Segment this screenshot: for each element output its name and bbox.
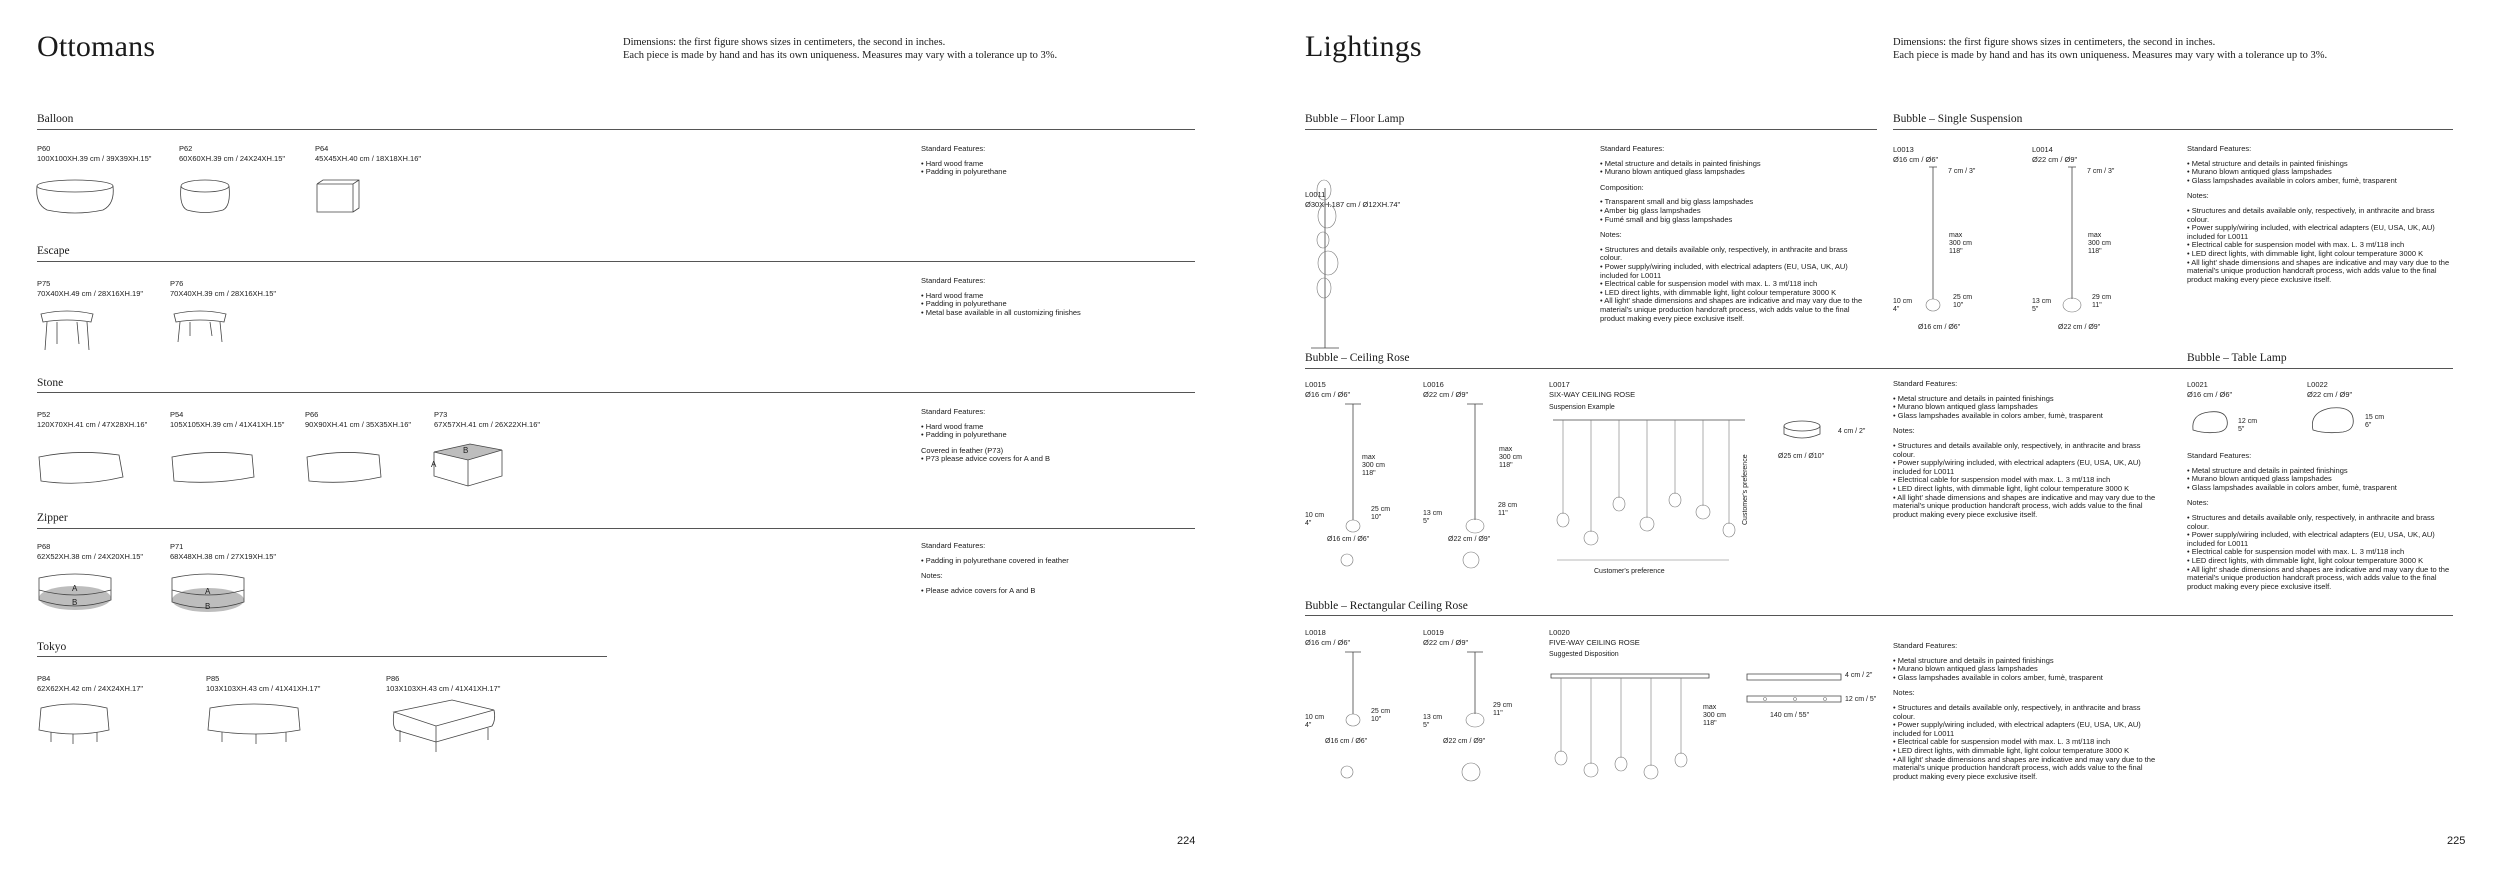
dim-l0018-h2: 10 cm 4" — [1305, 714, 1325, 729]
dim-l0019-base: Ø22 cm / Ø9" — [1443, 738, 1486, 745]
section-divider — [1305, 129, 1877, 130]
features-single-suspension: Standard Features: • Metal structure and details in painted finishings • Murano blown antiqued glass lampshades • Glass lampshades available in colors amber, fumè, trasparent Notes: • Structures and details available only, respectively, in anthracite and brass colour. • Power supply/wiring included, with electrical adapters (EU, USA, UK, AU) included for L0011 • Electrical cable for suspension model with max. L. 3 mt/118 inch • LED direct lights, with dimmable light, light colour temperature 3000 K • All light' shade dimensions and shapes are indicative and may vary due to the material's unique production handcraft process, wich adds value to the final product making every piece exclusive itself. — [2187, 145, 2457, 284]
features-zipper: Standard Features: • Padding in polyurethane covered in feather Notes: • Please advice covers for A and B — [921, 542, 1161, 595]
product-label-p73: P73 67X57XH.41 cm / 26X22XH.16" — [434, 410, 541, 429]
features-table-lamp: Standard Features: • Metal structure and details in painted finishings • Murano blown antiqued glass lampshades • Glass lampshades available in colors amber, fumè, trasparent Notes: • Structures and details available only, respectively, in anthracite and brass colour. • Power supply/wiring included, with electrical adapters (EU, USA, UK, AU) included for L0011 • Electrical cable for suspension model with max. L. 3 mt/118 inch • LED direct lights, with dimmable light, light colour temperature 3000 K • All light' shade dimensions and shapes are indicative and may vary due to the material's unique production handcraft process, wich adds value to the final product making every piece exclusive itself. — [2187, 452, 2457, 591]
section-title-single-suspension: Bubble – Single Suspension — [1893, 113, 2023, 125]
features-rect-ceiling-rose: Standard Features: • Metal structure and details in painted finishings • Murano blown antiqued glass lampshades • Glass lampshades available in colors amber, fumè, trasparent Notes: • Structures and details available only, respectively, in anthracite and brass colour. • Power supply/wiring included, with electrical adapters (EU, USA, UK, AU) included for L0011 • Electrical cable for suspension model with max. L. 3 mt/118 inch • LED direct lights, with dimmable light, light colour temperature 3000 K • All light' shade dimensions and shapes are indicative and may vary due to the material's unique production handcraft process, wich adds value to the final product making every piece exclusive itself. — [1893, 642, 2163, 781]
product-label-l0017: L0017 SIX-WAY CEILING ROSE — [1549, 380, 1636, 399]
product-label-p76: P76 70X40XH.39 cm / 28X16XH.15" — [170, 279, 277, 298]
dim-l0016-h2: 13 cm 5" — [1423, 510, 1443, 525]
dim-l0018-base: Ø16 cm / Ø6" — [1325, 738, 1368, 745]
section-title-rect-ceiling-rose: Bubble – Rectangular Ceiling Rose — [1305, 600, 1468, 612]
dim-l0019-h2: 13 cm 5" — [1423, 714, 1443, 729]
customer-preference-vertical: Customer's preference — [1742, 454, 1749, 525]
dim-l0014-width: 7 cm / 3" — [2087, 168, 2115, 175]
features-ceiling-rose: Standard Features: • Metal structure and details in painted finishings • Murano blown antiqued glass lampshades • Glass lampshades available in colors amber, fumè, trasparent Notes: • Structures and details available only, respectively, in anthracite and brass colour. • Power supply/wiring included, with electrical adapters (EU, USA, UK, AU) included for L0011 • Electrical cable for suspension model with max. L. 3 mt/118 inch • LED direct lights, with dimmable light, light colour temperature 3000 K • All light' shade dimensions and shapes are indicative and may vary due to the material's unique production handcraft process, wich adds value to the final product making every piece exclusive itself. — [1893, 380, 2163, 519]
section-divider — [37, 392, 1195, 393]
ottoman-stone-p54-drawing — [170, 447, 260, 492]
ottoman-tokyo-p84-drawing — [37, 700, 117, 750]
product-label-p75: P75 70X40XH.49 cm / 28X16XH.19" — [37, 279, 144, 298]
page-title-lightings: Lightings — [1305, 30, 1422, 63]
dim-l0013-base: Ø16 cm / Ø6" — [1918, 324, 1961, 331]
ottoman-tokyo-p86-drawing — [390, 696, 500, 756]
product-label-l0019: L0019 Ø22 cm / Ø9" — [1423, 628, 1469, 647]
cover-label-a: A — [72, 584, 78, 593]
dim-rect-canopy-length: 140 cm / 55" — [1770, 712, 1810, 719]
cover-label-b: B — [463, 446, 469, 455]
dim-rect-canopy-height: 4 cm / 2" — [1845, 672, 1873, 679]
cover-label-b: B — [205, 602, 211, 611]
suspension-example-label: Suspension Example — [1549, 404, 1615, 411]
product-label-l0018: L0018 Ø16 cm / Ø6" — [1305, 628, 1351, 647]
section-divider — [37, 656, 607, 657]
dim-l0013-h2: 10 cm 4" — [1893, 298, 1913, 313]
floor-lamp-drawing — [1305, 168, 1365, 358]
ottoman-escape-p76-drawing — [170, 306, 230, 356]
product-label-p62: P62 60X60XH.39 cm / 24X24XH.15" — [179, 144, 286, 163]
product-label-p52: P52 120X70XH.41 cm / 47X28XH.16" — [37, 410, 148, 429]
dim-l0014-max: max 300 cm 118" — [2088, 232, 2111, 255]
dim-l0020-max: max 300 cm 118" — [1703, 704, 1726, 727]
product-label-p85: P85 103X103XH.43 cm / 41X41XH.17" — [206, 674, 321, 693]
product-label-l0020: L0020 FIVE-WAY CEILING ROSE — [1549, 628, 1640, 647]
dim-l0015-base: Ø16 cm / Ø6" — [1327, 536, 1370, 543]
product-label-l0011: L0011 Ø30XH.187 cm / Ø12XH.74" — [1305, 190, 1401, 209]
section-divider — [37, 129, 1195, 130]
product-label-p84: P84 62X62XH.42 cm / 24X24XH.17" — [37, 674, 144, 693]
product-label-l0014: L0014 Ø22 cm / Ø9" — [2032, 145, 2078, 164]
dim-l0016-max: max 300 cm 118" — [1499, 446, 1522, 469]
intro-text-right — [1893, 36, 2413, 62]
ottoman-tokyo-p85-drawing — [206, 700, 306, 750]
dim-l0013-width: 7 cm / 3" — [1948, 168, 1976, 175]
section-title-stone: Stone — [37, 377, 64, 389]
dim-l0014-base: Ø22 cm / Ø9" — [2058, 324, 2101, 331]
section-divider — [37, 261, 1195, 262]
page-number: 225 — [2447, 835, 2466, 847]
customer-preference-horizontal: Customer's preference — [1594, 568, 1665, 575]
table-lamp-l0022-drawing — [2307, 404, 2367, 438]
features-stone: Standard Features: • Hard wood frame • Padding in polyurethane Covered in feather (P73) • P73 please advice covers for A and B — [921, 408, 1161, 464]
dim-l0014-h1: 29 cm 11" — [2092, 294, 2112, 309]
ceiling-rose-canopy-drawing — [1780, 418, 1830, 448]
intro-line-1: Dimensions: the first figure shows sizes in centimeters, the second in inches. — [623, 37, 946, 48]
product-label-p54: P54 105X105XH.39 cm / 41X41XH.15" — [170, 410, 285, 429]
section-title-tokyo: Tokyo — [37, 641, 67, 653]
page-number: 224 — [1177, 835, 1196, 847]
dim-l0015-max: max 300 cm 118" — [1362, 454, 1385, 477]
page-title-ottomans: Ottomans — [37, 30, 156, 63]
five-way-ceiling-rose-drawing — [1549, 664, 1719, 784]
ottoman-balloon-p62-drawing — [179, 178, 239, 218]
intro-line-1: Dimensions: the first figure shows sizes in centimeters, the second in inches. — [1893, 37, 2216, 48]
ottoman-balloon-p64-drawing — [315, 178, 365, 218]
dim-l0015-h1: 25 cm 10" — [1371, 506, 1391, 521]
cover-label-a: A — [205, 587, 211, 596]
section-divider — [1305, 368, 2453, 369]
cover-label-b: B — [72, 598, 78, 607]
features-escape: Standard Features: • Hard wood frame • Padding in polyurethane • Metal base available in all customizing finishes — [921, 277, 1161, 317]
ottoman-stone-p66-drawing — [305, 447, 385, 492]
rect-canopy-drawing — [1745, 670, 1855, 710]
suggested-disposition-label: Suggested Disposition — [1549, 651, 1619, 658]
cover-label-a: A — [431, 460, 437, 469]
section-title-table-lamp: Bubble – Table Lamp — [2187, 352, 2287, 364]
dim-l0014-h2: 13 cm 5" — [2032, 298, 2052, 313]
section-title-ceiling-rose: Bubble – Ceiling Rose — [1305, 352, 1410, 364]
product-label-p66: P66 90X90XH.41 cm / 35X35XH.16" — [305, 410, 412, 429]
dim-l0016-h1: 28 cm 11" — [1498, 502, 1518, 517]
dim-l0022-height: 15 cm 6" — [2365, 414, 2385, 429]
section-title-balloon: Balloon — [37, 113, 74, 125]
dim-rect-canopy-width: 12 cm / 5" — [1845, 696, 1877, 703]
features-floor-lamp: Standard Features: • Metal structure and details in painted finishings • Murano blown antiqued glass lampshades Composition: • Transparent small and big glass lampshades • Amber big glass lampshades • Fumé small and big glass lampshades Notes: • Structures and details available only, respectively, in anthracite and brass colour. • Power supply/wiring included, with electrical adapters (EU, USA, UK, AU) included for L0011 • Electrical cable for suspension model with max. L. 3 mt/118 inch • LED direct lights, with dimmable light, light colour temperature 3000 K • All light' shade dimensions and shapes are indicative and may vary due to the material's unique production handcraft process, wich adds value to the final product making every piece exclusive itself. — [1600, 145, 1870, 323]
features-balloon: Standard Features: • Hard wood frame • Padding in polyurethane — [921, 145, 1161, 177]
intro-text-left — [623, 36, 1143, 62]
dim-l0015-h2: 10 cm 4" — [1305, 512, 1325, 527]
product-label-p71: P71 68X48XH.38 cm / 27X19XH.15" — [170, 542, 277, 561]
section-title-zipper: Zipper — [37, 512, 68, 524]
dim-l0018-h1: 25 cm 10" — [1371, 708, 1391, 723]
section-divider — [1305, 615, 2453, 616]
ottoman-zipper-p68-drawing — [37, 568, 117, 618]
intro-line-2: Each piece is made by hand and has its own uniqueness. Measures may vary with a tolerance up to 3%. — [1893, 50, 2328, 61]
dim-l0019-h1: 29 cm 11" — [1493, 702, 1513, 717]
dim-canopy-height: 4 cm / 2" — [1838, 428, 1866, 435]
section-divider — [1893, 129, 2453, 130]
section-title-escape: Escape — [37, 245, 70, 257]
section-title-floor-lamp: Bubble – Floor Lamp — [1305, 113, 1405, 125]
product-label-l0016: L0016 Ø22 cm / Ø9" — [1423, 380, 1469, 399]
dim-l0013-h1: 25 cm 10" — [1953, 294, 1973, 309]
ottoman-stone-p73-drawing — [430, 440, 510, 490]
product-label-p68: P68 62X52XH.38 cm / 24X20XH.15" — [37, 542, 144, 561]
ottoman-balloon-p60-drawing — [37, 178, 117, 218]
product-label-p64: P64 45X45XH.40 cm / 18X18XH.16" — [315, 144, 422, 163]
product-label-l0015: L0015 Ø16 cm / Ø6" — [1305, 380, 1351, 399]
product-label-l0013: L0013 Ø16 cm / Ø6" — [1893, 145, 1939, 164]
dim-l0016-base: Ø22 cm / Ø9" — [1448, 536, 1491, 543]
table-lamp-l0021-drawing — [2189, 408, 2239, 438]
dim-l0013-max: max 300 cm 118" — [1949, 232, 1972, 255]
product-label-p86: P86 103X103XH.43 cm / 41X41XH.17" — [386, 674, 501, 693]
six-way-ceiling-rose-drawing — [1549, 414, 1749, 574]
ceiling-rose-l0016-drawing — [1423, 400, 1543, 570]
product-label-p60: P60 100X100XH.39 cm / 39X39XH.15" — [37, 144, 152, 163]
ceiling-rose-l0015-drawing — [1305, 400, 1425, 570]
dim-canopy-diameter: Ø25 cm / Ø10" — [1778, 453, 1825, 460]
intro-line-2: Each piece is made by hand and has its own uniqueness. Measures may vary with a tolerance up to 3%. — [623, 50, 1058, 61]
ottoman-escape-p75-drawing — [37, 306, 97, 356]
product-label-l0021: L0021 Ø16 cm / Ø6" — [2187, 380, 2233, 399]
ottoman-stone-p52-drawing — [37, 447, 127, 492]
section-divider — [37, 528, 1195, 529]
product-label-l0022: L0022 Ø22 cm / Ø9" — [2307, 380, 2353, 399]
dim-l0021-height: 12 cm 5" — [2238, 418, 2258, 433]
